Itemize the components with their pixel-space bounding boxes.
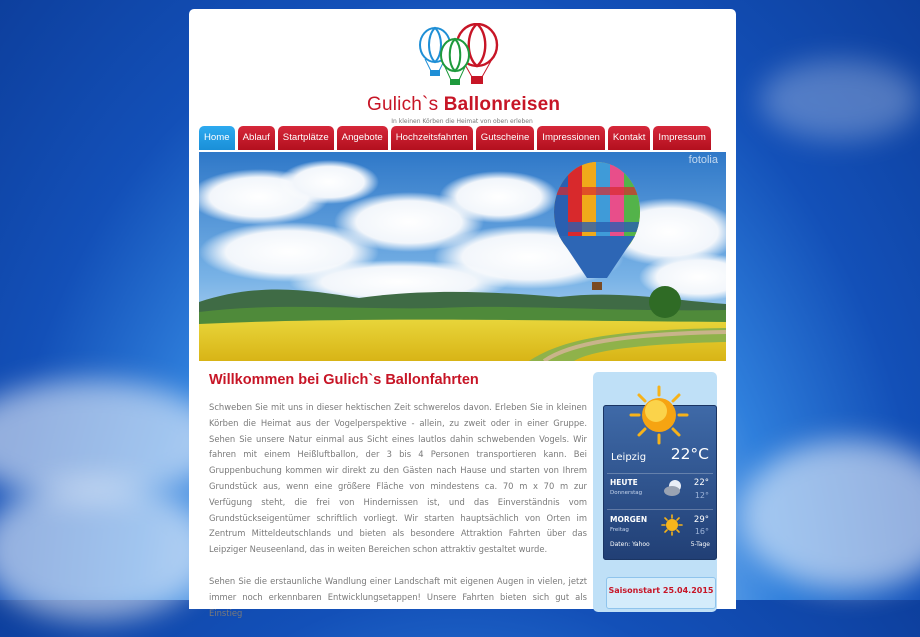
weather-tomorrow-high: 29° bbox=[693, 515, 709, 525]
weather-today-day: Donnerstag bbox=[610, 490, 643, 496]
weather-tomorrow-low: 16° bbox=[694, 527, 709, 536]
background-cloud bbox=[0, 480, 210, 620]
site-title bbox=[367, 94, 561, 116]
nav-item-angebote[interactable]: Angebote bbox=[337, 126, 388, 150]
weather-today-high: 22° bbox=[693, 478, 709, 488]
page-container bbox=[189, 9, 736, 618]
weather-source[interactable]: Daten: Yahoo bbox=[610, 541, 650, 548]
weather-tomorrow-day: Freitag bbox=[610, 527, 629, 533]
nav-item-gutscheine[interactable]: Gutscheine bbox=[476, 126, 535, 150]
weather-city: Leipzig bbox=[611, 452, 647, 463]
hero-watermark: fotolia bbox=[688, 154, 718, 166]
sidebar bbox=[593, 372, 717, 612]
hero-landscape-balloon-image bbox=[199, 152, 726, 361]
background-cloud bbox=[740, 440, 920, 590]
site-tagline: In kleinen Körben die Heimat von oben erleben bbox=[391, 118, 533, 125]
sun-icon bbox=[661, 514, 683, 536]
weather-tomorrow-label: MORGEN bbox=[610, 515, 648, 524]
nav-item-impressionen[interactable]: Impressionen bbox=[537, 126, 605, 150]
sun-icon bbox=[629, 385, 689, 445]
weather-divider bbox=[607, 473, 713, 474]
welcome-paragraph-1: Schweben Sie mit uns in dieser hektischen Zeit schwerelos davon. Erleben Sie in kleinen Körben die Heimat aus der Vogelperspektive - allein, zu zweit oder in einer Gruppe. Sehen Sie unsere Natur einmal aus Sicht eines lautlos dahin schwebenden Vogels. Wir fahren mit einem Heißluftballon, der 3 bis 4 Personen transportieren kann. Bei Gruppenbuchung kommen wir direkt zu den Gästen nach Hause und starten von Ihrem Grundstück aus, wenn eine größere Fläche von mindestens ca. 70 m x 70 m zur Verfügung steht, die frei von Hindernissen ist, und das Einverständnis vom Grundstückseigentümer schriftlich vorliegt. Wir starten hauptsächlich von Orten im Zentrum Mitteldeutschlands und bieten als besondere Attraktion Fahrten über das Leipziger Neuseenland, das in weiten Bereichen schon attraktiv gestaltet wurde. bbox=[209, 402, 587, 555]
main-navigation bbox=[199, 126, 726, 150]
nav-item-startplaetze[interactable]: Startplätze bbox=[278, 126, 334, 150]
welcome-heading-prefix: Willkommen bei Gulich`s bbox=[209, 372, 386, 388]
main-content bbox=[209, 372, 587, 637]
welcome-paragraph-2: Sehen Sie die erstaunliche Wandlung einer Landschaft mit eigenen Augen in vielen, jetzt immer noch erkennbaren Entwicklungsetappen! Unsere Fahrten bieten sich gut als Einstieg bbox=[209, 575, 587, 618]
hero-image bbox=[199, 152, 726, 361]
background-cloud bbox=[760, 60, 920, 140]
site-title-prefix: Gulich`s bbox=[367, 94, 444, 115]
site-logo[interactable] bbox=[367, 19, 561, 125]
weather-today-low: 12° bbox=[694, 491, 709, 500]
welcome-heading-strong: Ballonfahrten bbox=[385, 372, 479, 388]
nav-item-kontakt[interactable]: Kontakt bbox=[608, 126, 651, 150]
nav-item-impressum[interactable]: Impressum bbox=[653, 126, 710, 150]
weather-widget[interactable] bbox=[603, 405, 717, 560]
season-start-box bbox=[606, 577, 716, 609]
weather-5-days-link[interactable]: 5-Tage bbox=[690, 541, 710, 548]
season-start-text: Saisonstart 25.04.2015 bbox=[608, 586, 714, 595]
weather-today-label: HEUTE bbox=[610, 478, 638, 487]
cloud-moon-icon bbox=[663, 479, 683, 497]
nav-item-hochzeitsfahrten[interactable]: Hochzeitsfahrten bbox=[391, 126, 473, 150]
site-title-strong: Ballonreisen bbox=[443, 94, 561, 115]
nav-item-ablauf[interactable]: Ablauf bbox=[238, 126, 275, 150]
weather-divider bbox=[607, 509, 713, 510]
welcome-heading bbox=[209, 372, 587, 388]
weather-current-temp: 22°C bbox=[670, 445, 709, 463]
balloons-logo-icon bbox=[415, 23, 507, 93]
nav-item-home[interactable]: Home bbox=[199, 126, 235, 150]
